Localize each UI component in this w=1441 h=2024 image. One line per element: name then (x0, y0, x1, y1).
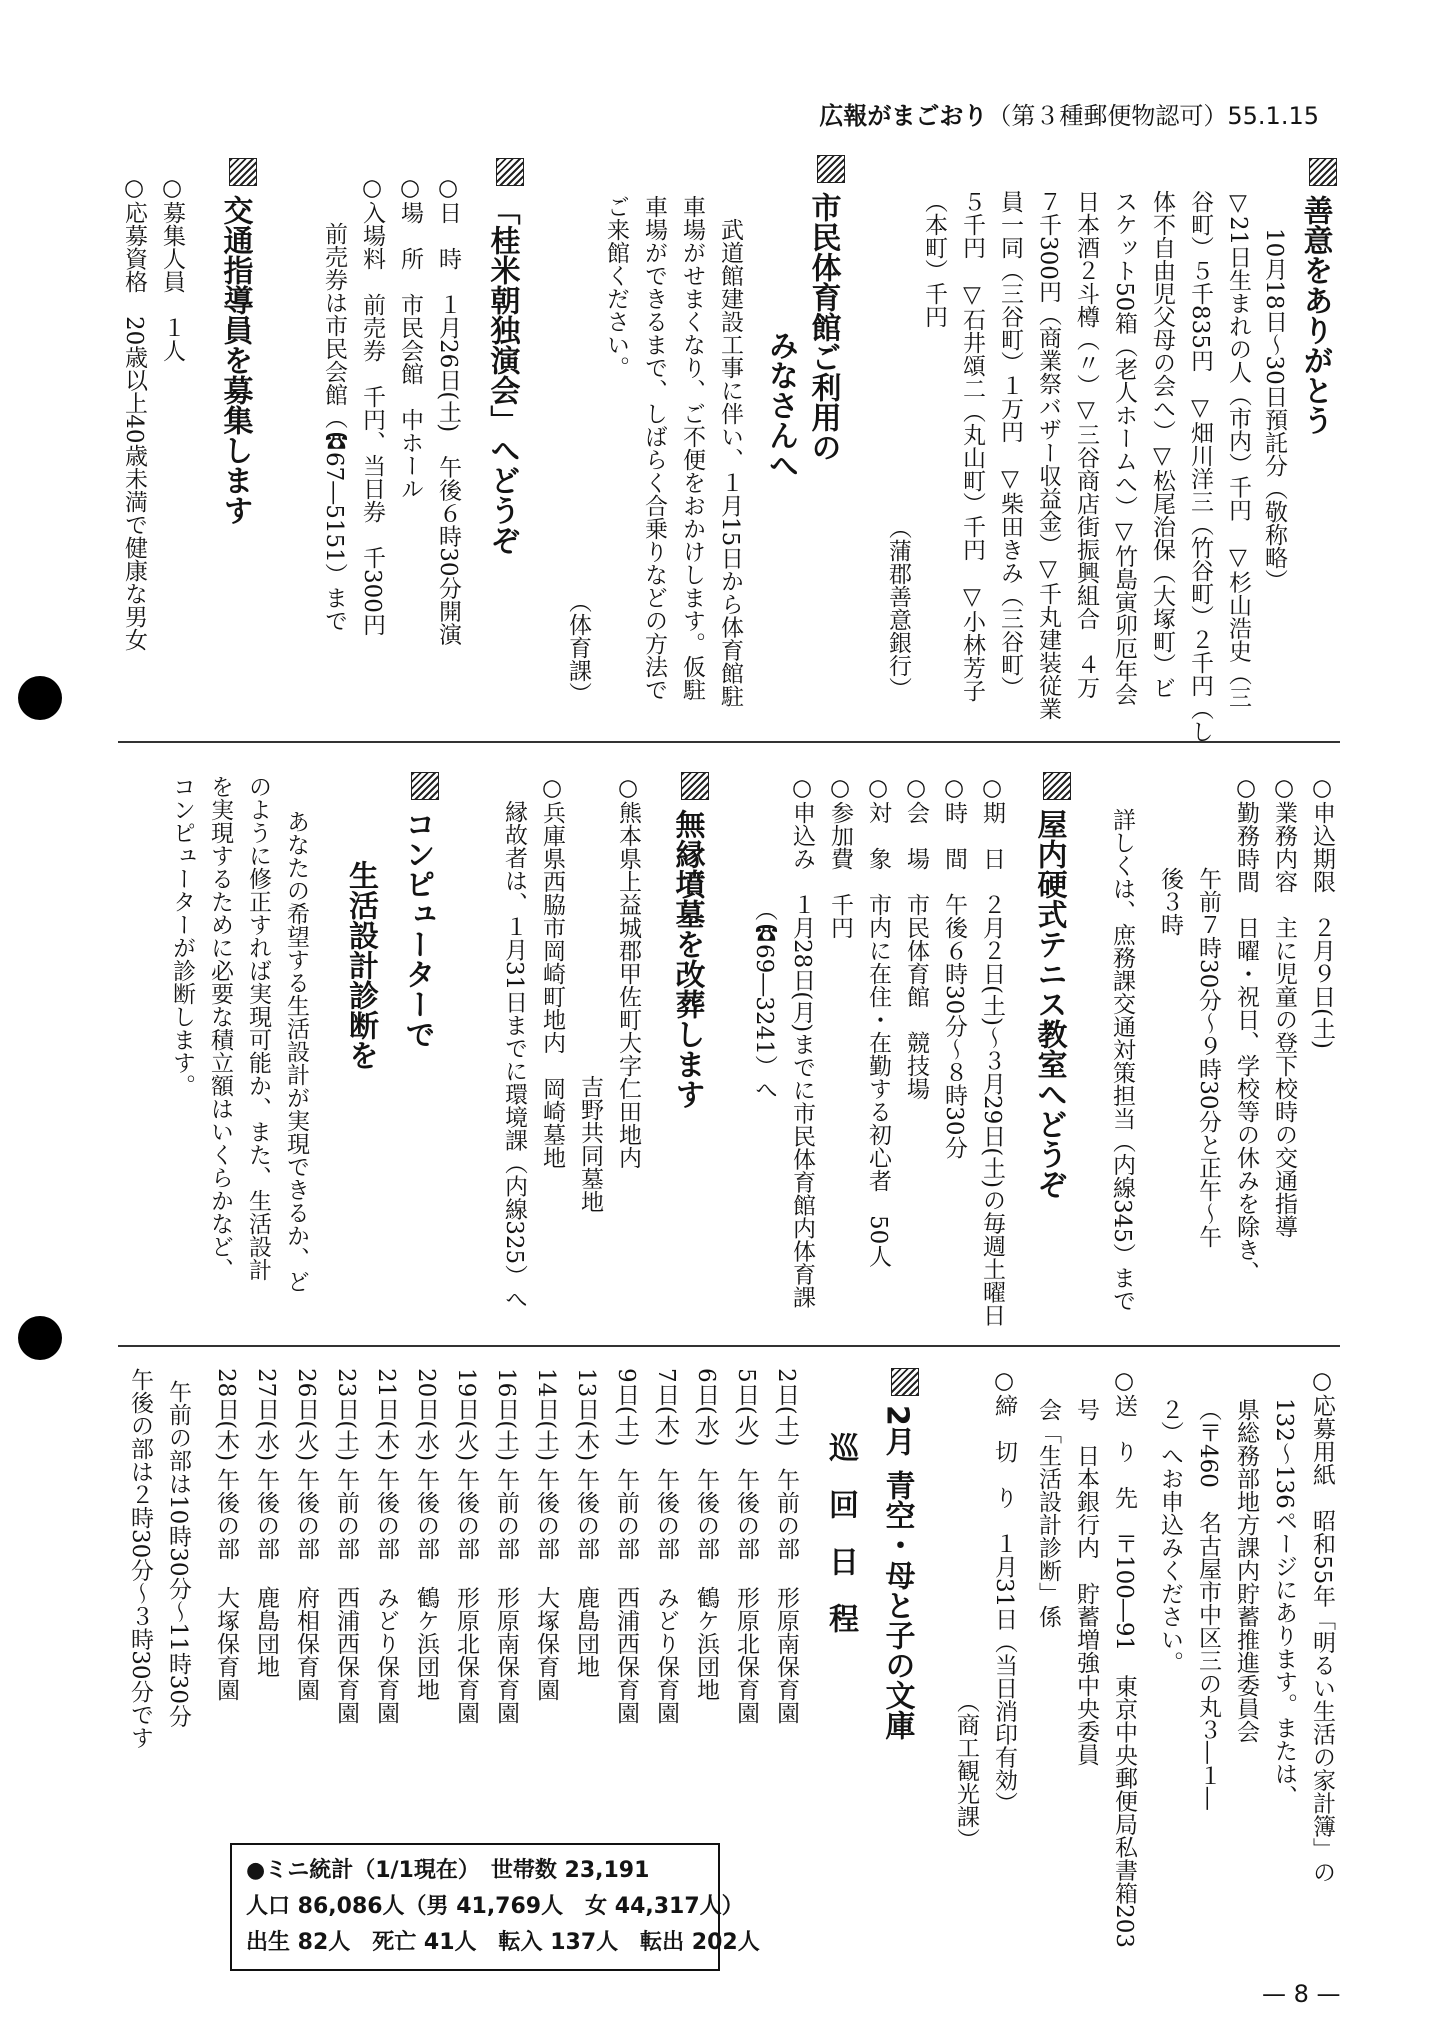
beicho-line: ○入場料 前売券 千円、当日券 千300円 (359, 175, 385, 636)
schedule-row (691, 1368, 721, 1701)
computer-line: コンピューターが診断します。 (169, 775, 195, 1097)
schedule-date: 21日(木) (373, 1368, 399, 1462)
schedule-place: 府相保育園 (293, 1586, 319, 1701)
hatched-square-icon (229, 158, 257, 186)
schedule-place: 西浦西保育園 (333, 1586, 359, 1724)
schedule-date: 6日(水) (693, 1368, 719, 1447)
muen-title (671, 772, 709, 1109)
computer-apply-line: （〒460 名古屋市中区三の丸３―１― (1195, 1398, 1221, 1810)
kotsu-line: ○勤務時間 日曜・祝日、学校等の休みを除き、 (1233, 775, 1259, 1284)
zenni-line: 谷町）５千835円 ▽畑川洋三（竹谷町）２千円（し (1187, 190, 1213, 743)
computer-title-line1: コンピューターで (399, 809, 435, 1049)
schedule-row (331, 1368, 361, 1724)
taiikukan-line: ご来館ください。 (603, 195, 629, 379)
schedule-row (451, 1368, 481, 1724)
zenni-title-text: 善意をありがとう (1297, 195, 1333, 435)
tennis-line: ○申込み １月28日(月)までに市民体育館内体育課 (789, 775, 815, 1309)
computer-title-line2: 生活設計診断を (343, 860, 378, 1070)
schedule-row (291, 1368, 321, 1701)
stats-movement: 出生 82人 死亡 41人 転入 137人 転出 202人 (246, 1930, 760, 1955)
schedule-row (491, 1368, 521, 1724)
tennis-title-text: 屋内硬式テニス教室へどうぞ (1031, 809, 1067, 1199)
hatched-square-icon (817, 155, 845, 183)
schedule-place: 形原北保育園 (453, 1586, 479, 1724)
hatched-square-icon (411, 772, 439, 800)
beicho-title-text: 「桂米朝独演会」へどうぞ (484, 195, 520, 555)
kotsu-line: ○申込期限 ２月９日(土) (1309, 775, 1335, 1049)
schedule-date: 19日(火) (453, 1368, 479, 1462)
schedule-date: 2日(土) (773, 1368, 799, 1447)
tennis-line: ○時 間 午後６時30分～８時30分 (941, 775, 967, 1159)
schedule-session: 午後の部 (253, 1468, 279, 1560)
zenni-credit: （蒲郡善意銀行） (885, 516, 911, 700)
stats-households: ●ミニ統計（1/1現在） 世帯数 23,191 (246, 1858, 650, 1883)
schedule-date: 9日(土) (613, 1368, 639, 1447)
binding-hole-icon (18, 1316, 62, 1360)
schedule-place: 形原南保育園 (493, 1586, 519, 1724)
schedule-row (411, 1368, 441, 1701)
mini-statistics-box (230, 1843, 760, 1971)
tennis-line: （☎69―3241）へ (751, 898, 777, 1101)
schedule-session: 午後の部 (453, 1468, 479, 1560)
muen-line: 縁故者は、１月31日までに環境課（内線325）へ (501, 800, 527, 1311)
binding-hole-icon (18, 676, 62, 720)
hatched-square-icon (1309, 158, 1337, 186)
zenni-line: ▽21日生まれの人（市内）千円 ▽杉山浩史（三 (1225, 190, 1251, 709)
schedule-date: 7日(木) (653, 1368, 679, 1447)
computer-line: を実現するために必要な積立額はいくらかなど、 (207, 775, 233, 1281)
taiikukan-title-line1: 市民体育館ご利用の (805, 192, 841, 462)
taiikukan-title (807, 155, 845, 462)
tennis-line: ○参加費 千円 (827, 775, 853, 939)
schedule-session: 午前の部 (613, 1468, 639, 1560)
tennis-line: ○期 日 ２月２日(土)～３月29日(土)の毎週土曜日 (979, 775, 1005, 1327)
bunko-title (881, 1368, 919, 1740)
section-divider (118, 741, 1340, 743)
muen-line: 吉野共同墓地 (577, 1075, 603, 1213)
kotsu-contact: 詳しくは、庶務課交通対策担当（内線345）まで (1109, 808, 1135, 1312)
computer-apply-line: 会「生活設計診断」係 (1035, 1398, 1061, 1628)
masthead-permit: （第３種郵便物認可） (987, 102, 1228, 130)
hatched-square-icon (1043, 772, 1071, 800)
schedule-row (531, 1368, 561, 1701)
tennis-line: ○対 象 市内に在住・在勤する初心者 50人 (865, 775, 891, 1268)
masthead-title: 広報がまごおり (819, 102, 988, 130)
zenni-line: ５千円 ▽石井頌二（丸山町）千円 ▽小林芳子 (959, 190, 985, 702)
schedule-place: 鹿島団地 (253, 1586, 279, 1678)
schedule-place: 大塚保育園 (533, 1586, 559, 1701)
masthead-date: 55.1.15 (1227, 102, 1319, 130)
zenni-line: （本町）千円 (921, 190, 947, 328)
bunko-subtitle: 巡回日程 (823, 1432, 858, 1660)
taiikukan-line: 武道館建設工事に伴い、１月15日から体育館駐 (717, 218, 743, 708)
zenni-line: スケット50箱（老人ホームへ）▽竹島寅卯厄年会 (1111, 190, 1137, 706)
schedule-place: 西浦西保育園 (613, 1586, 639, 1724)
computer-line: あなたの希望する生活設計が実現できるか、ど (283, 810, 309, 1293)
beicho-line: ○場 所 市民会館 中ホール (397, 175, 423, 500)
tennis-title (1033, 772, 1071, 1199)
computer-credit: （商工観光課） (953, 1690, 979, 1851)
schedule-row (731, 1368, 761, 1724)
hatched-square-icon (496, 158, 524, 186)
muen-line: ○兵庫県西脇市岡崎町地内 岡崎墓地 (539, 775, 565, 1169)
schedule-date: 5日(火) (733, 1368, 759, 1447)
kotsu-line: ○応募資格 20歳以上40歳未満で健康な男女 (121, 175, 147, 651)
schedule-date: 26日(火) (293, 1368, 319, 1462)
schedule-date: 16日(土) (493, 1368, 519, 1462)
kotsu-title-text: 交通指導員を募集します (217, 195, 253, 525)
schedule-date: 20日(水) (413, 1368, 439, 1462)
schedule-session: 午後の部 (373, 1468, 399, 1560)
zenni-line: ７千300円（商業祭バザー収益金）▽千丸建装従業 (1035, 190, 1061, 720)
bunko-title-month: 2月 (879, 1405, 915, 1456)
section-divider (118, 1345, 1340, 1347)
zenni-period: 10月18日～30日預託分（敬称略） (1261, 228, 1287, 592)
schedule-date: 27日(水) (253, 1368, 279, 1462)
schedule-session: 午後の部 (653, 1468, 679, 1560)
beicho-line: ○日 時 １月26日(土) 午後６時30分開演 (435, 175, 461, 646)
taiikukan-line: 車場がせまくなり、ご不便をおかけします。仮駐 (679, 195, 705, 701)
schedule-place: みどり保育園 (653, 1586, 679, 1724)
schedule-date: 13日(木) (573, 1368, 599, 1462)
computer-apply-line: ○応募用紙 昭和55年「明るい生活の家計簿」の (1309, 1368, 1335, 1884)
beicho-line: 前売券は市民会館（☎67―5151）まで (321, 222, 347, 632)
computer-title (401, 772, 439, 1049)
schedule-date: 23日(土) (333, 1368, 359, 1462)
zenni-title (1299, 158, 1337, 435)
schedule-row (211, 1368, 241, 1701)
schedule-place: みどり保育園 (373, 1586, 399, 1724)
schedule-session: 午後の部 (573, 1468, 599, 1560)
kotsu-line: 後３時 (1157, 867, 1183, 936)
computer-apply-line: 号 日本銀行内 貯蓄増強中央委員 (1073, 1398, 1099, 1766)
schedule-session: 午後の部 (213, 1468, 239, 1560)
schedule-session: 午前の部 (773, 1468, 799, 1560)
schedule-session: 午後の部 (533, 1468, 559, 1560)
computer-apply-line: 132～136ページにあります。または、 (1271, 1398, 1297, 1808)
stats-population: 人口 86,086人（男 41,769人 女 44,317人） (246, 1894, 744, 1919)
hatched-square-icon (681, 772, 709, 800)
schedule-place: 大塚保育園 (213, 1586, 239, 1701)
bunko-note: 午後の部は２時30分～３時30分です (127, 1368, 153, 1749)
computer-apply-line: 県総務部地方課内貯蓄推進委員会 (1233, 1398, 1259, 1743)
hatched-square-icon (891, 1368, 919, 1396)
taiikukan-line: 車場ができるまで、しばらく合乗りなどの方法で (641, 195, 667, 701)
muen-title-text: 無縁墳墓を改葬します (669, 809, 705, 1109)
schedule-place: 鶴ケ浜団地 (693, 1586, 719, 1701)
page-number: — 8 — (1262, 1980, 1341, 2008)
schedule-date: 14日(土) (533, 1368, 559, 1462)
schedule-row (371, 1368, 401, 1724)
zenni-line: 員一同（三谷町）１万円 ▽柴田きみ（三谷町） (997, 190, 1023, 699)
bunko-note: 午前の部は10時30分～11時30分 (165, 1380, 191, 1728)
schedule-row (571, 1368, 601, 1678)
schedule-place: 形原南保育園 (773, 1586, 799, 1724)
schedule-session: 午前の部 (493, 1468, 519, 1560)
tennis-line: ○会 場 市民体育館 競技場 (903, 775, 929, 1100)
zenni-line: 体不自由児父母の会へ）▽松尾治保（大塚町）ビ (1149, 190, 1175, 699)
schedule-row (251, 1368, 281, 1678)
computer-line: のように修正すれば実現可能か、また、生活設計 (245, 775, 271, 1281)
schedule-row (771, 1368, 801, 1724)
beicho-title (486, 158, 524, 555)
kotsu-line: 午前７時30分～９時30分と正午～午 (1195, 867, 1221, 1248)
schedule-session: 午後の部 (693, 1468, 719, 1560)
schedule-session: 午後の部 (293, 1468, 319, 1560)
computer-apply-line: ○締 切 り １月31日（当日消印有効） (991, 1368, 1017, 1815)
schedule-row (651, 1368, 681, 1724)
computer-apply-line: ○送 り 先 〒100―91 東京中央郵便局私書箱203 (1111, 1368, 1137, 1949)
schedule-place: 鹿島団地 (573, 1586, 599, 1678)
kotsu-title (219, 158, 257, 525)
schedule-session: 午前の部 (333, 1468, 359, 1560)
schedule-place: 鶴ケ浜団地 (413, 1586, 439, 1701)
masthead (819, 96, 1319, 131)
kotsu-line: ○業務内容 主に児童の登下校時の交通指導 (1271, 775, 1297, 1238)
muen-line: ○熊本県上益城郡甲佐町大字仁田地内 (615, 775, 641, 1169)
bunko-title-text: 青空・母と子の文庫 (879, 1469, 915, 1740)
kotsu-line: ○募集人員 １人 (159, 175, 185, 362)
schedule-session: 午後の部 (733, 1468, 759, 1560)
schedule-row (611, 1368, 641, 1724)
taiikukan-credit: （体育課） (565, 590, 591, 705)
computer-apply-line: ２）へお申込みください。 (1157, 1398, 1183, 1674)
schedule-place: 形原北保育園 (733, 1586, 759, 1724)
taiikukan-title-line2: みなさんへ (763, 330, 798, 480)
schedule-session: 午後の部 (413, 1468, 439, 1560)
zenni-line: 日本酒２斗樽（〃）▽三谷商店街振興組合 ４万 (1073, 190, 1099, 699)
schedule-date: 28日(木) (213, 1368, 239, 1462)
